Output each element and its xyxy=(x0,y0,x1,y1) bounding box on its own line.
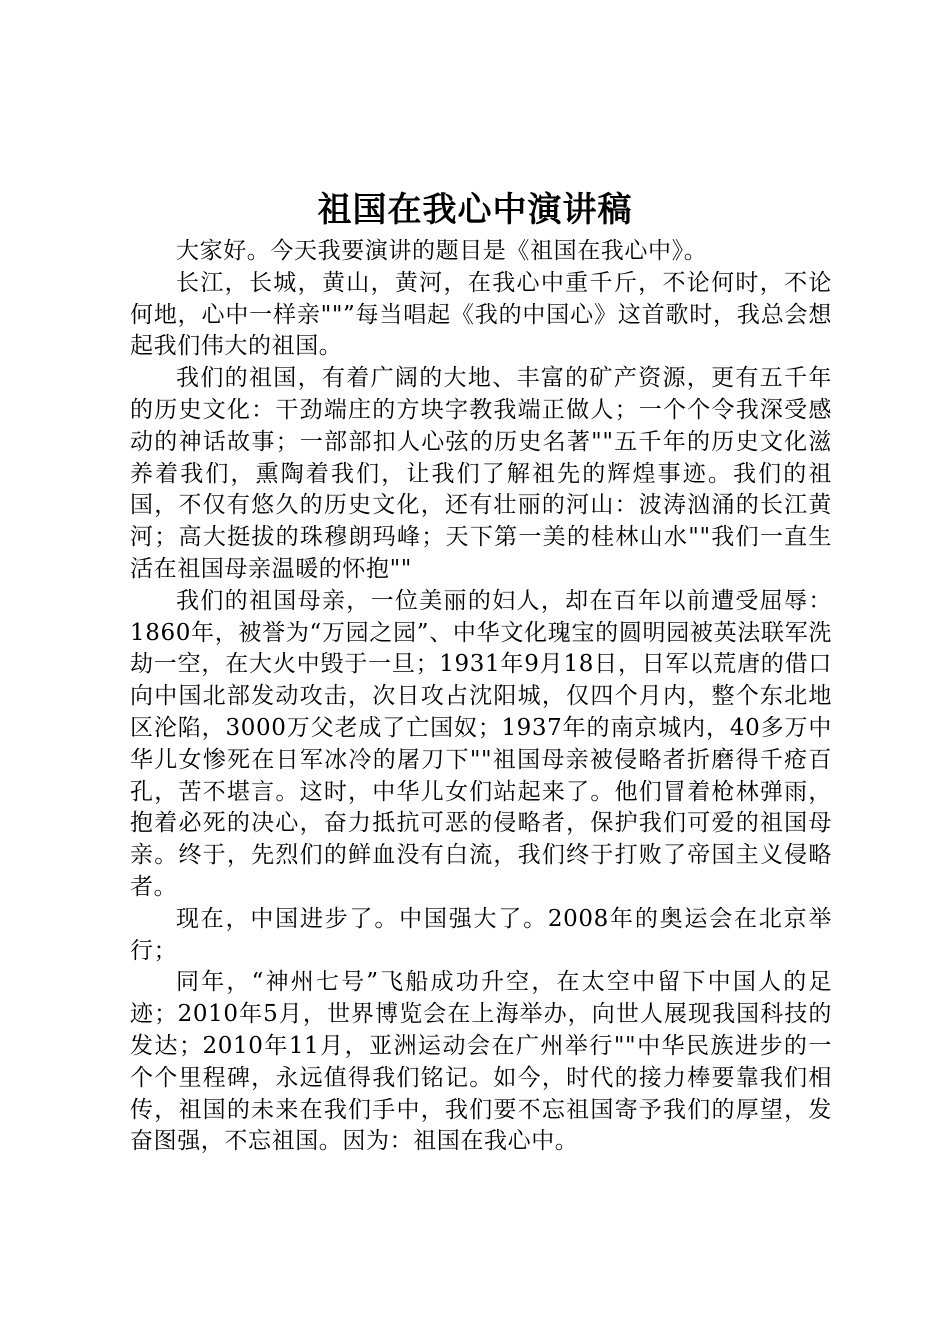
page-title: 祖国在我心中演讲稿 xyxy=(317,190,633,230)
paragraph-milestones: 同年，“神州七号”飞船成功升空，在太空中留下中国人的足迹；2010年5月，世界博览会在上海举办，向世人展现我国科技的发达；2010年11月，亚洲运动会在广州举行""中华民族进步的一个个里程碑，永远值得我们铭记。如今，时代的接力棒要靠我们相传，祖国的未来在我们手中，我们要不忘祖国寄予我们的厚望，发奋图强，不忘祖国。因为：祖国在我心中。 xyxy=(130,969,832,1155)
paragraph-humiliation: 我们的祖国母亲，一位美丽的妇人，却在百年以前遭受屈辱：1860年，被誉为“万园之园”、中华文化瑰宝的圆明园被英法联军洗劫一空，在大火中毁于一旦；1931年9月18日，日军以荒唐的借口向中国北部发动攻击，次日攻占沈阳城，仅四个月内，整个东北地区沦陷，3000万父老成了亡国奴；1937年的南京城内，40多万中华儿女惨死在日军冰冷的屠刀下""祖国母亲被侵略者折磨得千疮百孔，苦不堪言。这时，中华儿女们站起来了。他们冒着枪林弹雨，抱着必死的决心，奋力抵抗可恶的侵略者，保护我们可爱的祖国母亲。终于，先烈们的鲜血没有白流，我们终于打败了帝国主义侵略者。 xyxy=(130,587,832,900)
paragraph-history-culture: 我们的祖国，有着广阔的大地、丰富的矿产资源，更有五千年的历史文化：干劲端庄的方块字教我端正做人；一个个令我深受感动的神话故事；一部部扣人心弦的历史名著""五千年的历史文化滋养着我们，熏陶着我们，让我们了解祖先的辉煌事迹。我们的祖国，不仅有悠久的历史文化，还有壮丽的河山：波涛汹涌的长江黄河；高大挺拔的珠穆朗玛峰；天下第一美的桂林山水""我们一直生活在祖国母亲温暖的怀抱"" xyxy=(130,365,832,582)
paragraph-greeting: 大家好。今天我要演讲的题目是《祖国在我心中》。 xyxy=(176,238,708,264)
document-body xyxy=(130,236,832,1158)
paragraph-progress: 现在，中国进步了。中国强大了。2008年的奥运会在北京举行； xyxy=(130,905,832,964)
paragraph-yangtze: 长江，长城，黄山，黄河，在我心中重千斤，不论何时，不论何地，心中一样亲""”每当唱起《我的中国心》这首歌时，我总会想起我们伟大的祖国。 xyxy=(130,269,832,360)
